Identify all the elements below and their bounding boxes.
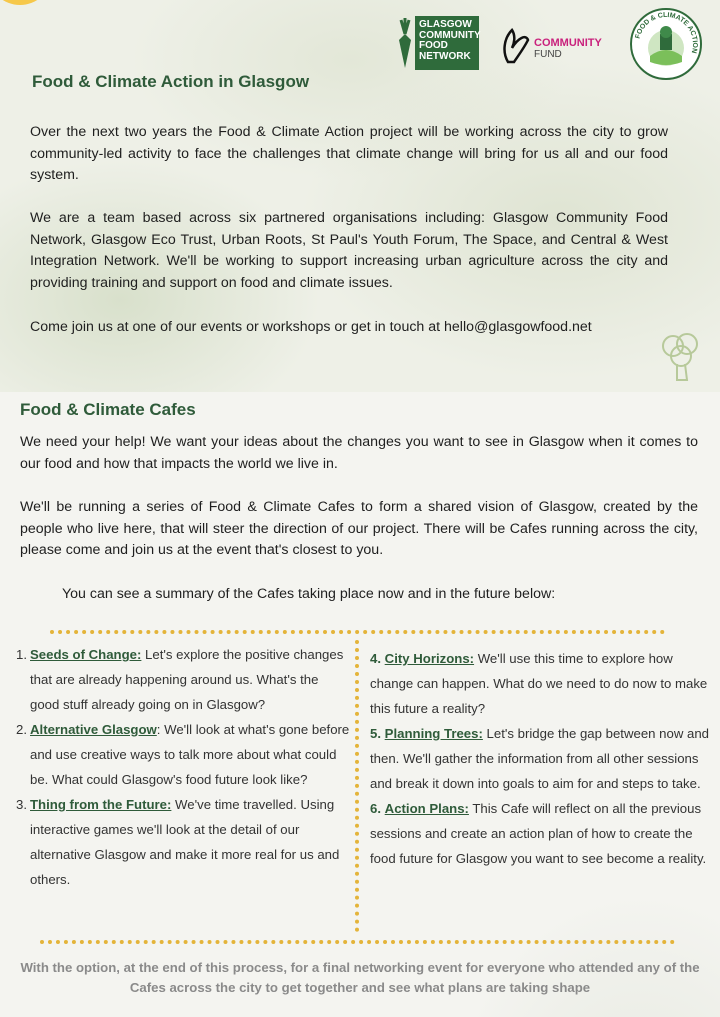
- intro-title: Food & Climate Action in Glasgow: [32, 72, 310, 91]
- item-number: 3.: [16, 797, 27, 812]
- item-text: Let's explore the positive changes that are already happening around us. What's the good stuff already going on in Glasgow?: [30, 647, 344, 712]
- cf-line-1: COMMUNITY: [534, 37, 602, 49]
- intro-contact-paragraph: Come join us at one of our events or workshops or get in touch at hello@glasgowfood.net: [30, 319, 592, 335]
- cafe-item-alternative-glasgow: [16, 717, 350, 792]
- item-number: 1.: [16, 647, 27, 662]
- gcfn-logo: [395, 16, 479, 70]
- cafes-paragraph-1: We need your help! We want your ideas about the changes you want to see in Glasgow when it comes to our food and how that impacts the world we live in.: [20, 434, 698, 472]
- cafes-summary-line: You can see a summary of the Cafes taking place now and in the future below:: [62, 586, 556, 602]
- item-heading: Seeds of Change:: [30, 647, 142, 662]
- food-climate-action-logo: [630, 8, 702, 80]
- item-number: 5.: [370, 726, 381, 741]
- cafe-item-seeds-of-change: [16, 642, 350, 717]
- carrot-icon: [395, 16, 415, 70]
- cafes-list-left: [16, 642, 350, 892]
- cafes-paragraph-2: We'll be running a series of Food & Climate Cafes to form a shared vision of Glasgow, created by the people who live here, that will steer the direction of our project. There will be Cafes running across the city, please come and join us at the event that's closest to you.: [20, 499, 698, 558]
- item-number: 4.: [370, 651, 381, 666]
- community-fund-text: [534, 38, 602, 60]
- item-heading: City Horizons:: [384, 651, 475, 666]
- dotted-divider-bottom: [40, 940, 675, 944]
- cafe-item-city-horizons: [370, 646, 718, 721]
- item-text: We'll use this time to explore how change can happen. What do we need to do now to make this future a reality?: [370, 651, 708, 716]
- item-number: 2.: [16, 722, 27, 737]
- crossed-fingers-icon: [500, 26, 532, 66]
- dotted-divider-vertical: [355, 640, 359, 932]
- item-number: 6.: [370, 801, 381, 816]
- gcfn-line-3: FOOD: [419, 40, 448, 51]
- intro-paragraph-1: Over the next two years the Food & Climate Action project will be working across the city to grow community-led activity to face the challenges that climate change will bring for us all and our food system.: [30, 124, 668, 183]
- gcfn-logo-text: [415, 16, 479, 70]
- closing-note: With the option, at the end of this process, for a final networking event for everyone who attended any of the Cafes across the city to get together and see what plans are taking shape: [20, 960, 700, 995]
- intro-paragraph-2: We are a team based across six partnered organisations including: Glasgow Community Food Network, Glasgow Eco Trust, Urban Roots, St Paul's Youth Forum, The Space, and Central & West Integration Network. We'll be working to support increasing urban agriculture across the city and providing training and support on food and climate issues.: [30, 210, 668, 291]
- item-text: Let's bridge the gap between now and then. We'll gather the information from all other sessions and break it down into goals to aim for and steps to take.: [370, 726, 710, 791]
- item-heading: Planning Trees:: [384, 726, 483, 741]
- gcfn-line-4: NETWORK: [419, 50, 471, 62]
- cafe-item-action-plans: [370, 796, 718, 871]
- fca-ring-text: FOOD & CLIMATE ACTION: [634, 11, 699, 54]
- item-heading: Alternative Glasgow: [30, 722, 157, 737]
- broccoli-icon: [655, 330, 705, 382]
- item-text: This Cafe will reflect on all the previous sessions and create an action plan of how to create the food future for Glasgow you want to see become a reality.: [370, 801, 707, 866]
- item-heading: Action Plans:: [384, 801, 469, 816]
- item-text: We've time travelled. Using interactive games we'll look at the detail of our alternative Glasgow and make it more real for us and others.: [30, 797, 340, 887]
- cafes-title: Food & Climate Cafes: [20, 400, 196, 419]
- cafes-list-right: [370, 646, 718, 871]
- dotted-divider-top: [50, 630, 665, 634]
- community-fund-logo: [500, 26, 615, 66]
- cafe-item-planning-trees: [370, 721, 718, 796]
- cafe-item-thing-from-the-future: [16, 792, 350, 892]
- gcfn-line-1: GLASGOW: [419, 19, 472, 30]
- gcfn-line-2: COMMUNITY: [419, 29, 481, 41]
- item-text: : We'll look at what's gone before and use creative ways to talk more about what could be. What could Glasgow's food future look like?: [30, 722, 350, 787]
- item-heading: Thing from the Future:: [30, 797, 172, 812]
- cf-line-2: FUND: [534, 49, 562, 60]
